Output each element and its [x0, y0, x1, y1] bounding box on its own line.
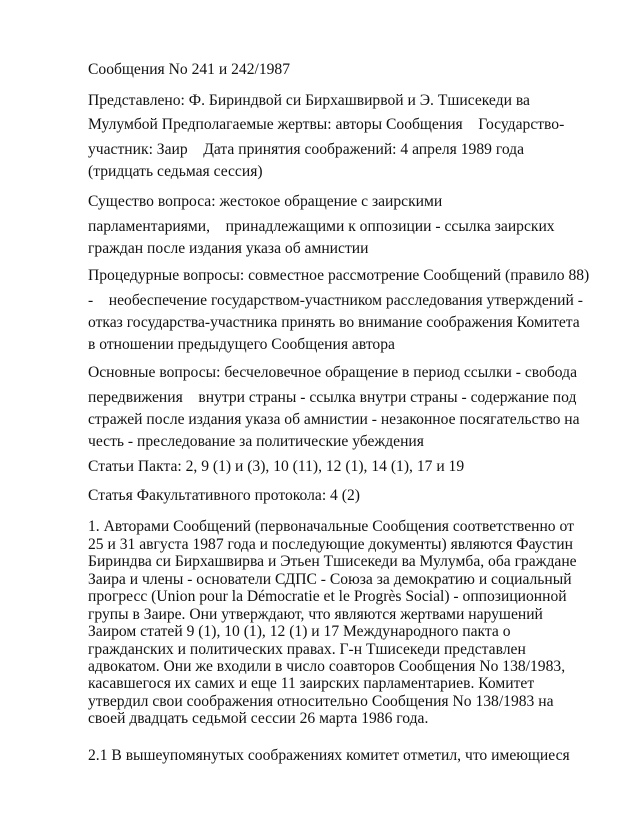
text-line: Сообщения No 241 и 242/1987	[88, 61, 291, 78]
text-line: утвердил свои соображения относительно Сообщения No 138/1983 на	[88, 693, 554, 710]
text-line: парламентариями, принадлежащими к оппозиции - ссылка заирских	[88, 218, 555, 235]
text-line: 25 и 31 августа 1987 года и последующие документы) являются Фаустин	[88, 536, 573, 553]
text-line: Статья Факультативного протокола: 4 (2)	[88, 487, 360, 504]
text-line: гражданских и политических правах. Г-н Тшисекеди представлен	[88, 641, 526, 658]
text-line: граждан после издания указа об амнистии	[88, 240, 369, 257]
text-line: отказ государства-участника принять во внимание соображения Комитета	[88, 314, 580, 331]
text-line: в отношении предыдущего Сообщения автора	[88, 336, 395, 353]
text-line: адвокатом. Они же входили в число соавторов Сообщения No 138/1983,	[88, 658, 566, 675]
text-line: прогресс (Union pour la Démocratie et le Progrès Social) - оппозиционной	[88, 588, 567, 605]
text-line: Мулумбой Предполагаемые жертвы: авторы Сообщения Государство-	[88, 116, 565, 133]
text-line: Заиром статей 9 (1), 10 (1), 12 (1) и 17 Международного пакта о	[88, 623, 511, 640]
text-line: Представлено: Ф. Бириндвой си Бирхашвирвой и Э. Тшисекеди ва	[88, 92, 530, 109]
text-line: групы в Заире. Они утверждают, что являются жертвами нарушений	[88, 606, 543, 623]
text-line: честь - преследование за политические убеждения	[88, 433, 424, 450]
text-line: (тридцать седьмая сессия)	[88, 163, 263, 180]
text-line: передвижения внутри страны - ссылка внутри страны - содержание под	[88, 389, 577, 406]
text-line: 1. Авторами Сообщений (первоначальные Сообщения соответственно от	[88, 518, 574, 535]
text-line: касавшегося их самих и еще 11 заирских парламентариев. Комитет	[88, 675, 535, 692]
text-line: 2.1 В вышеупомянутых соображениях комитет отметил, что имеющиеся	[88, 747, 570, 764]
text-line: стражей после издания указа об амнистии - незаконное посягательство на	[88, 411, 580, 428]
text-line: Заира и члены - основатели СДПС - Союза за демократию и социальный	[88, 571, 572, 588]
text-line: - необеспечение государством-участником расследования утверждений -	[88, 292, 583, 309]
text-line: Существо вопроса: жестокое обращение с заирскими	[88, 193, 443, 210]
text-line: участник: Заир Дата принятия соображений: 4 апреля 1989 года	[88, 141, 525, 158]
text-line: Основные вопросы: бесчеловечное обращение в период ссылки - свобода	[88, 364, 577, 381]
text-line: Бириндва си Бирхашвирва и Этьен Тшисекеди ва Мулумба, оба граждане	[88, 553, 577, 570]
text-line: Процедурные вопросы: совместное рассмотрение Сообщений (правило 88)	[88, 267, 590, 284]
text-line: Статьи Пакта: 2, 9 (1) и (3), 10 (11), 12 (1), 14 (1), 17 и 19	[88, 458, 465, 475]
text-line: своей двадцать седьмой сессии 26 марта 1986 года.	[88, 710, 429, 727]
